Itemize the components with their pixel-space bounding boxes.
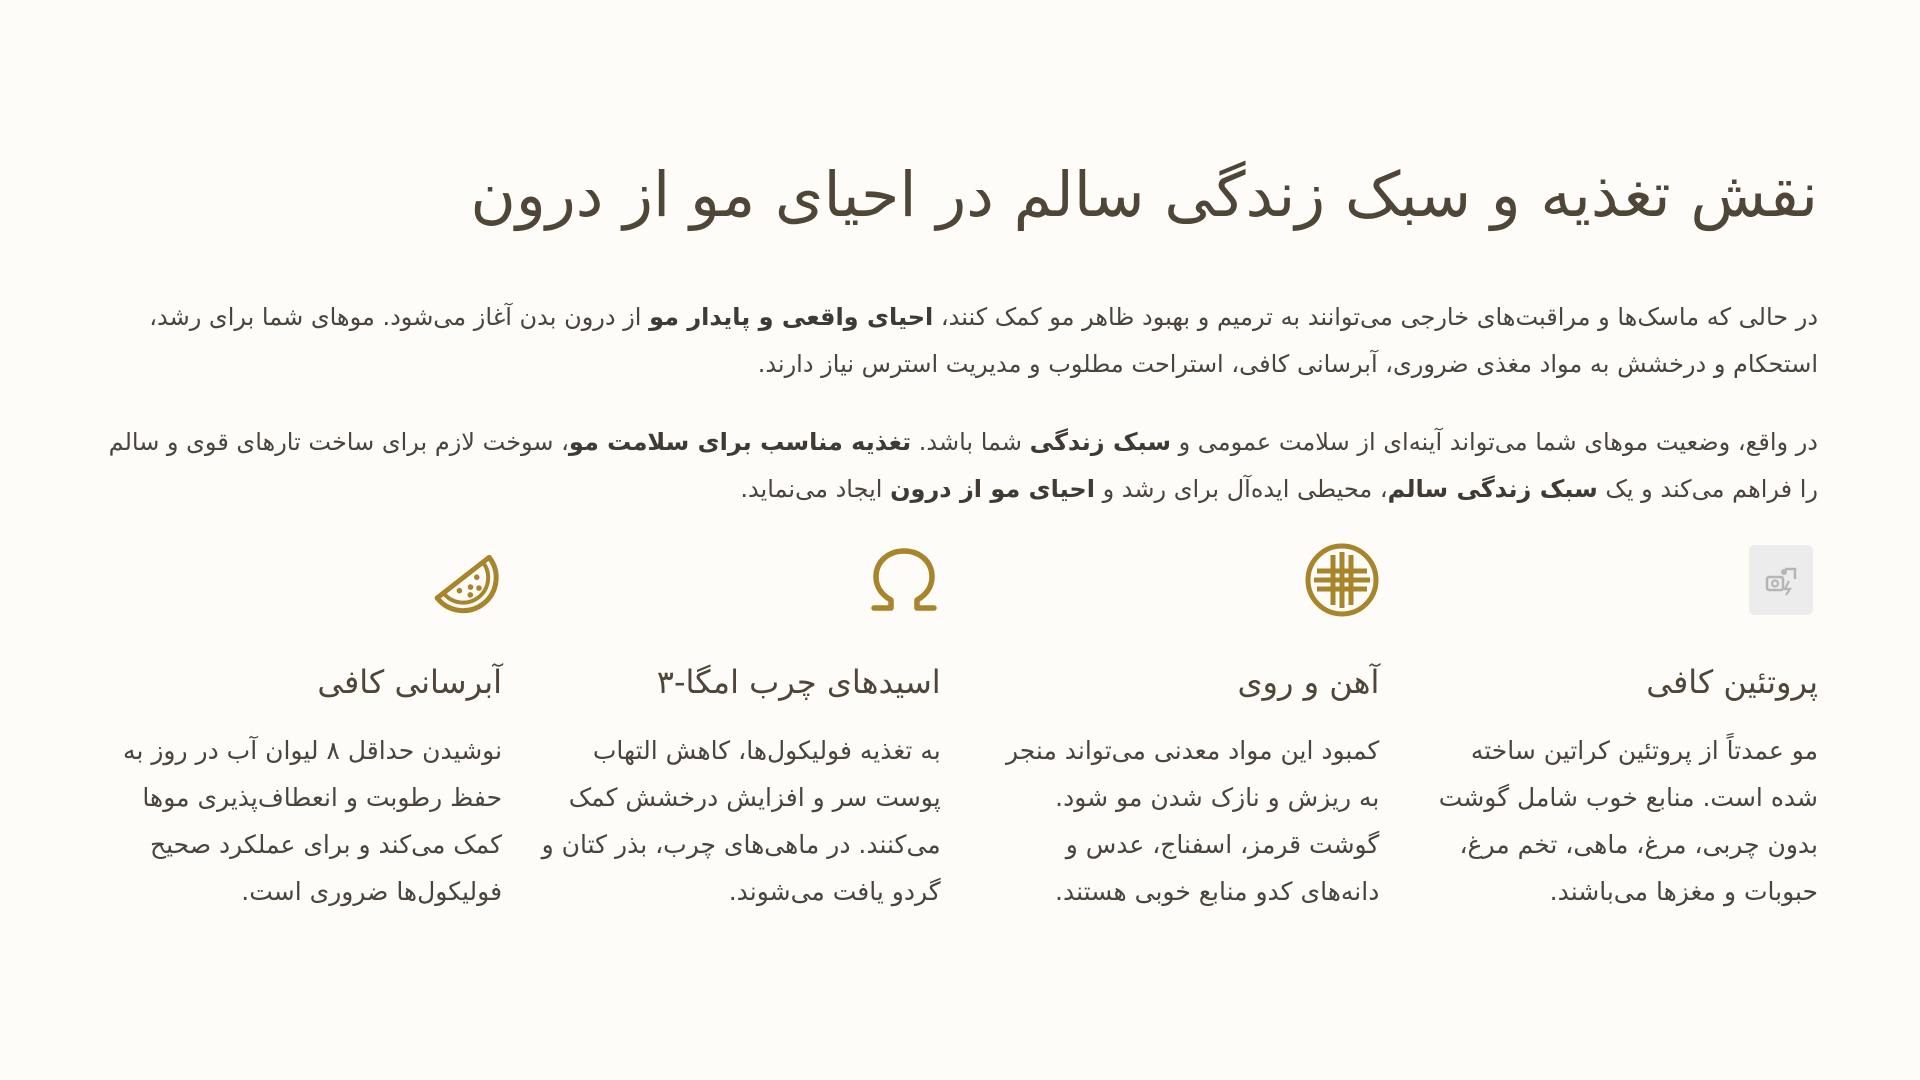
intro-2-text-i: ایجاد می‌نماید. bbox=[740, 475, 891, 503]
intro-2-bold-h: احیای مو از درون bbox=[890, 475, 1095, 503]
intro-2-bold-b: سبک زندگی bbox=[1029, 428, 1171, 456]
card-omega-title: اسیدهای چرب امگا-۳ bbox=[656, 663, 941, 701]
card-omega-icon-wrap bbox=[867, 543, 941, 617]
nutrient-cards bbox=[102, 543, 1818, 915]
intro-2-text-e: ، سوخت لازم برای ساخت تارهای قوی و سالم را فراهم می‌کند و یک bbox=[108, 428, 1818, 503]
card-hydration-title: آبرسانی کافی bbox=[317, 663, 503, 701]
card-protein-title: پروتئین کافی bbox=[1646, 663, 1818, 701]
intro-1-bold-b: احیای واقعی و پایدار مو bbox=[649, 303, 934, 331]
card-iron-zinc-text: کمبود این مواد معدنی می‌تواند منجر به ریزش و نازک شدن مو شود. گوشت قرمز، اسفناج، عدس و دانه‌های کدو منابع خوبی هستند. bbox=[1005, 736, 1380, 906]
card-iron-zinc bbox=[979, 543, 1379, 915]
intro-1-text-c: از درون بدن آغاز می‌شود. موهای شما برای رشد، استحکام و درخشش به مواد مغذی ضروری، آبرسانی کافی، استراحت مطلوب و مدیریت استرس نیاز دارند. bbox=[149, 303, 1818, 378]
card-protein-text: مو عمدتاً از پروتئین کراتین ساخته شده است. منابع خوب شامل گوشت بدون چربی، مرغ، ماهی، تخم مرغ، حبوبات و مغزها می‌باشند. bbox=[1438, 736, 1818, 906]
card-hydration bbox=[102, 543, 502, 915]
grid-icon bbox=[1305, 543, 1379, 617]
intro-paragraph-1 bbox=[102, 294, 1818, 388]
card-omega-text: به تغذیه فولیکول‌ها، کاهش التهاب پوست سر و افزایش درخشش کمک می‌کنند. در ماهی‌های چرب، بذر کتان و گردو یافت می‌شوند. bbox=[541, 736, 941, 906]
intro-2-bold-f: سبک زندگی سالم bbox=[1387, 475, 1598, 503]
card-iron-zinc-title: آهن و روی bbox=[1237, 663, 1380, 701]
intro-2-text-a: در واقع، وضعیت موهای شما می‌تواند آینه‌ای از سلامت عمومی و bbox=[1170, 428, 1818, 456]
intro-2-text-c: شما باشد. bbox=[911, 428, 1030, 456]
card-hydration-icon-wrap bbox=[428, 543, 502, 617]
card-hydration-text: نوشیدن حداقل ۸ لیوان آب در روز به حفظ رطوبت و انعطاف‌پذیری موها کمک می‌کند و برای عملکرد صحیح فولیکول‌ها ضروری است. bbox=[123, 736, 503, 906]
image-placeholder-icon bbox=[1749, 545, 1813, 615]
intro-2-bold-d: تغذیه مناسب برای سلامت مو bbox=[568, 428, 912, 456]
page-title: نقش تغذیه و سبک زندگی سالم در احیای مو از درون bbox=[470, 158, 1818, 231]
card-iron-zinc-icon-wrap bbox=[1305, 543, 1379, 617]
broken-image-icon bbox=[1764, 563, 1798, 597]
watermelon-icon bbox=[428, 543, 502, 617]
card-protein bbox=[1418, 543, 1818, 915]
intro-paragraph-2 bbox=[102, 419, 1818, 513]
card-protein-icon-wrap bbox=[1744, 543, 1818, 617]
intro-1-text-a: در حالی که ماسک‌ها و مراقبت‌های خارجی می‌توانند به ترمیم و بهبود ظاهر مو کمک کنند، bbox=[933, 303, 1818, 331]
omega-icon bbox=[867, 543, 941, 617]
intro-2-text-g: ، محیطی ایده‌آل برای رشد و bbox=[1094, 475, 1388, 503]
card-omega bbox=[541, 543, 941, 915]
